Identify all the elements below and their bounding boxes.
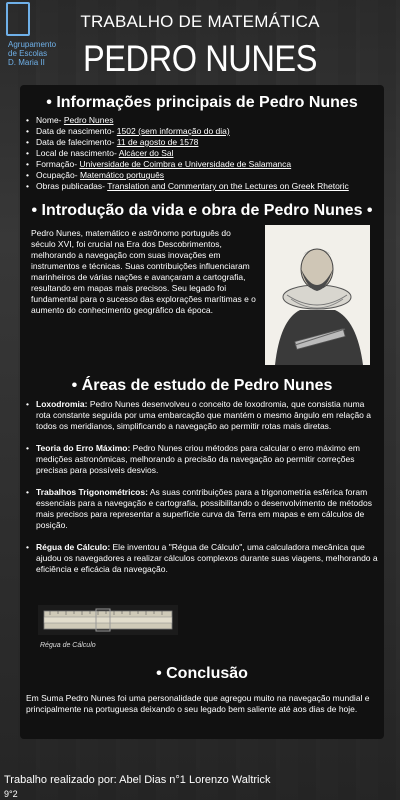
conclusion-heading: • Conclusão <box>156 665 248 682</box>
info-link-birth[interactable]: 1502 (sem informação do dia) <box>116 126 230 136</box>
logo-text: Agrupamento de Escolas D. Maria II <box>8 40 57 67</box>
portrait-image <box>265 225 370 365</box>
intro-text: Pedro Nunes, matemático e astrônomo português do século XVI, foi crucial na Era dos Descobrimentos, melhorando a navegação com suas inovações em instrumentos e técnicas. Suas contribuições influenciaram marinheiros de várias nações e avançaram a cartografia, resultando em mapas mais precisos. Seu legado foi fundamental para o sucesso das explorações marítimas e o aumento do conhecimento geográfico da época. <box>31 228 256 315</box>
info-link-name[interactable]: Pedro Nunes <box>63 115 114 125</box>
info-link-death[interactable]: 11 de agosto de 1578 <box>116 137 199 147</box>
intro-heading: • Introdução da vida e obra de Pedro Nunes • <box>31 202 373 219</box>
info-link-works[interactable]: Translation and Commentary on the Lectures on Greek Rhetoric <box>107 181 349 191</box>
info-item-birthplace: • Local de nascimento- Alcácer do Sal <box>26 148 386 159</box>
info-item-education: • Formação- Universidade de Coimbra e Universidade de Salamanca <box>26 159 386 170</box>
info-link-occupation[interactable]: Matemático português <box>79 170 165 180</box>
info-link-education[interactable]: Universidade de Coimbra e Universidade de Salamanca <box>79 159 292 169</box>
slide-rule-image <box>38 605 178 635</box>
conclusion-text: Em Suma Pedro Nunes foi uma personalidade que agregou muito na navegação mundial e principalmente na portuguesa deixando o seu legado bem saliente até aos dias de hoje. <box>26 693 370 714</box>
info-list <box>26 115 386 192</box>
page-title: PEDRO NUNES <box>83 38 317 79</box>
info-item-death: • Data de falecimento- 11 de agosto de 1578 <box>26 137 386 148</box>
area-item-regua: • Régua de Cálculo: Ele inventou a "Régua de Cálculo", uma calculadora mecânica que ajudou os navegadores a realizar cálculos complexos durante suas viagens, melhorando a eficiência e eficácia da navegação. <box>26 542 378 575</box>
info-item-works: • Obras publicadas- Translation and Commentary on the Lectures on Greek Rhetoric <box>26 181 386 192</box>
area-item-erro-maximo: • Teoria do Erro Máximo: Pedro Nunes criou métodos para calcular o erro máximo em medições astronómicas, melhorando a precisão da navegação ao permitir correções precisas para possíveis desvios. <box>26 443 378 476</box>
areas-list <box>26 399 378 586</box>
info-item-occupation: • Ocupação- Matemático português <box>26 170 386 181</box>
page-subtitle: TRABALHO DE MATEMÁTICA <box>80 12 320 31</box>
areas-heading: • Áreas de estudo de Pedro Nunes <box>71 377 333 394</box>
info-item-name: • Nome- Pedro Nunes <box>26 115 386 126</box>
info-item-birth: • Data de nascimento- 1502 (sem informação do dia) <box>26 126 386 137</box>
footer-class: 9°2 <box>4 789 18 799</box>
area-item-trigonometria: • Trabalhos Trigonométricos: As suas contribuições para a trigonometria esférica foram essenciais para a navegação e cartografia, possibilitando o desenvolvimento de métodos mais precisos para representar a superfície curva da Terra em mapas e em cálculos de posição. <box>26 487 378 531</box>
slide-rule-caption: Régua de Cálculo <box>40 642 96 649</box>
info-heading: • Informações principais de Pedro Nunes <box>46 94 358 111</box>
footer-credits: Trabalho realizado por: Abel Dias n°1 Lorenzo Waltrick <box>4 774 271 786</box>
info-link-birthplace[interactable]: Alcácer do Sal <box>118 148 174 158</box>
area-item-loxodromia: • Loxodromia: Pedro Nunes desenvolveu o conceito de loxodromia, que consistia numa rota constante seguida por uma embarcação que mantém o mesmo ângulo em relação a todos os meridianos, simplificando a navegação ao permitir rotas mais diretas. <box>26 399 378 432</box>
